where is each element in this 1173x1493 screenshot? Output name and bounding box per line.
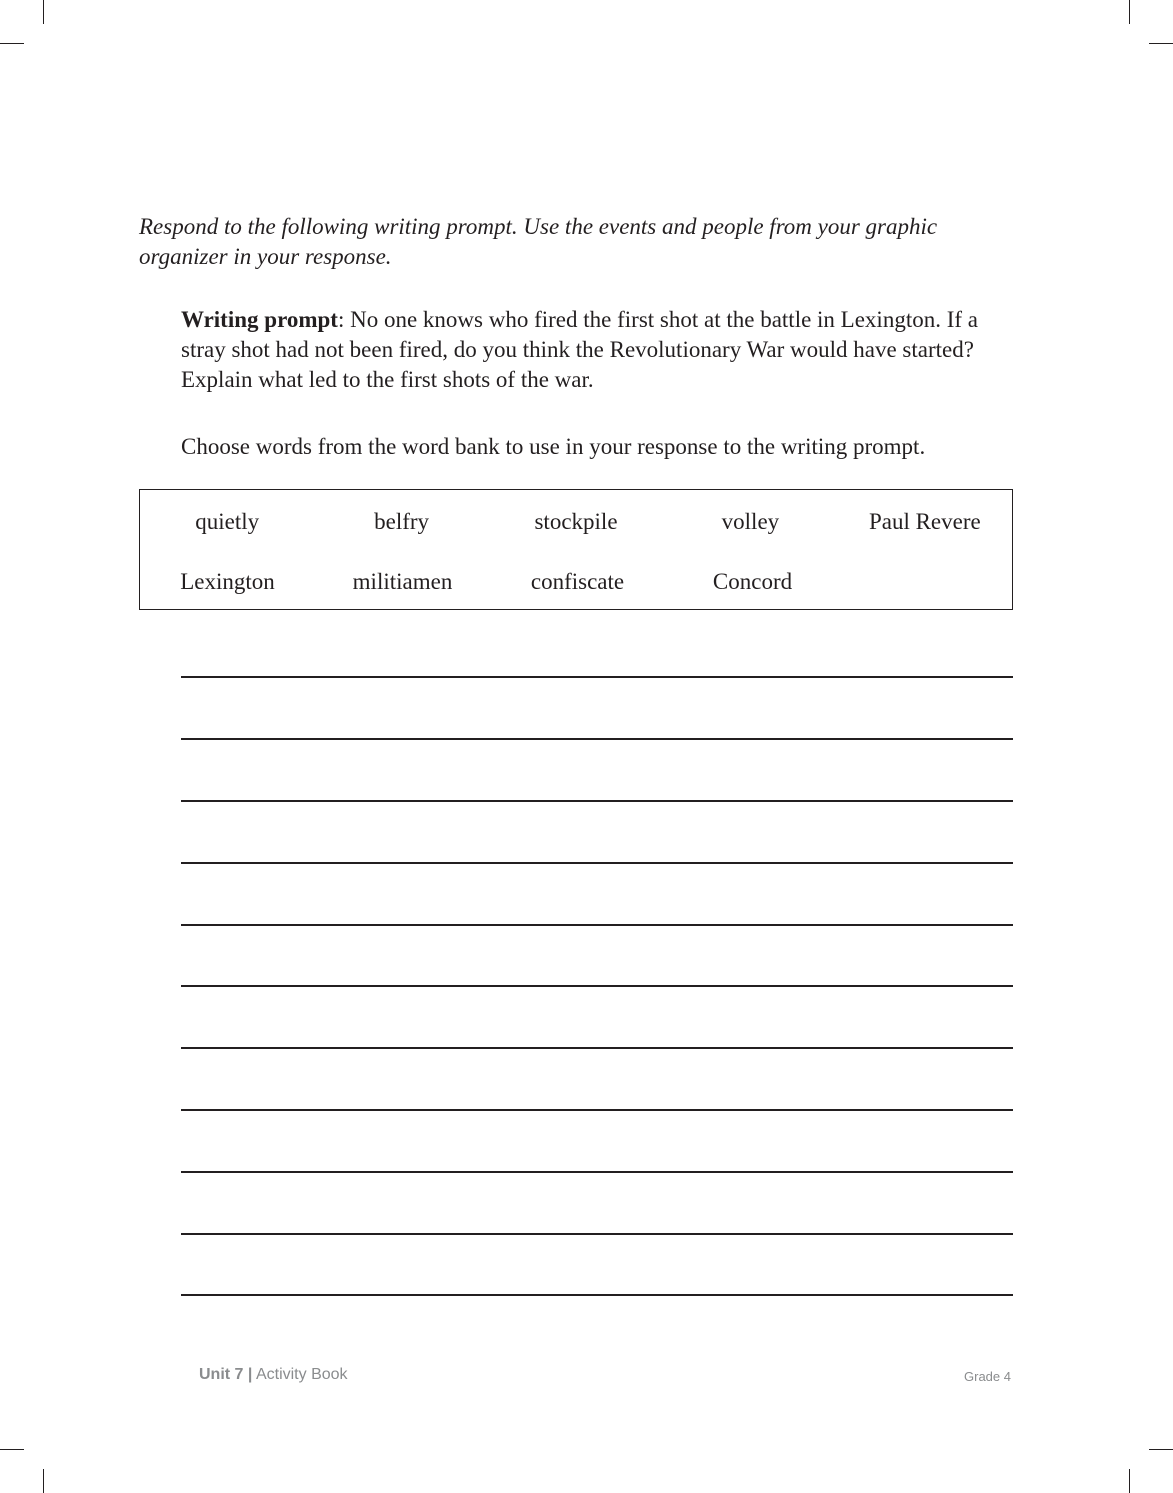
word-bank — [139, 489, 1013, 610]
word-bank-row — [140, 567, 1012, 597]
writing-line[interactable] — [181, 800, 1013, 802]
writing-line[interactable] — [181, 1109, 1013, 1111]
word-bank-word: militiamen — [352, 569, 453, 594]
crop-mark — [1129, 0, 1130, 24]
crop-mark — [1149, 1449, 1173, 1450]
crop-mark — [0, 1449, 24, 1450]
writing-prompt-text: : No one knows who fired the first shot at the battle in Lexington. If a stray shot had not been fired, do you think the Revolutionary War would have started? Explain what led to the first shots of the war. — [181, 307, 978, 392]
writing-line[interactable] — [181, 1233, 1013, 1235]
writing-line[interactable] — [181, 862, 1013, 864]
footer-grade: Grade 4 — [964, 1369, 1011, 1384]
footer-unit-label: Unit 7 — [199, 1366, 244, 1383]
writing-prompt — [181, 305, 1001, 395]
crop-mark — [1129, 1469, 1130, 1493]
writing-line[interactable] — [181, 985, 1013, 987]
writing-line[interactable] — [181, 676, 1013, 678]
writing-prompt-label: Writing prompt — [181, 307, 338, 332]
crop-mark — [0, 43, 24, 44]
word-bank-word: belfry — [374, 509, 430, 534]
crop-mark — [43, 1469, 44, 1493]
writing-line[interactable] — [181, 738, 1013, 740]
word-bank-word: volley — [721, 509, 780, 534]
writing-line[interactable] — [181, 1047, 1013, 1049]
word-bank-word: stockpile — [534, 509, 618, 534]
word-bank-word: quietly — [195, 509, 260, 534]
word-bank-row — [140, 507, 1012, 537]
writing-line[interactable] — [181, 1294, 1013, 1296]
word-bank-word: confiscate — [530, 569, 625, 594]
word-bank-intro: Choose words from the word bank to use in your response to the writing prompt. — [181, 434, 926, 459]
footer-separator: | — [247, 1366, 253, 1383]
footer-unit — [199, 1366, 348, 1384]
crop-mark — [1149, 43, 1173, 44]
footer-book-label: Activity Book — [255, 1366, 348, 1383]
instruction-text: Respond to the following writing prompt. Use the events and people from your graphic organizer in your response. — [139, 214, 938, 269]
word-bank-word: Concord — [712, 569, 793, 594]
crop-mark — [43, 0, 44, 24]
word-bank-word: Lexington — [180, 569, 275, 594]
writing-line[interactable] — [181, 924, 1013, 926]
writing-line[interactable] — [181, 1171, 1013, 1173]
word-bank-word: Paul Revere — [868, 509, 981, 534]
